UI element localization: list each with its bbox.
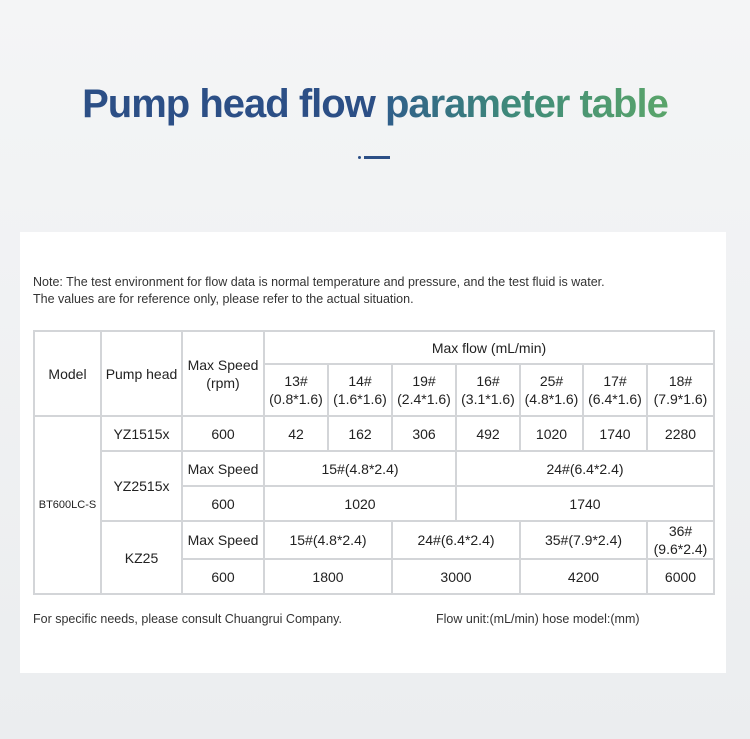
table-row-yz1515x bbox=[34, 416, 714, 451]
hose-num: 13# bbox=[284, 373, 308, 389]
flow-cell: 1740 bbox=[583, 416, 647, 451]
footer-consult-note: For specific needs, please consult Chuangrui Company. bbox=[33, 612, 342, 626]
header-max-flow: Max flow (mL/min) bbox=[264, 331, 714, 364]
hose-header bbox=[328, 364, 392, 416]
note-line-2: The values are for reference only, please refer to the actual situation. bbox=[33, 292, 414, 306]
header-model: Model bbox=[34, 331, 101, 416]
hose-num: 16# bbox=[476, 373, 500, 389]
hose-header bbox=[583, 364, 647, 416]
hose-kz25: 36#(9.6*2.4) bbox=[647, 521, 714, 559]
page-title bbox=[0, 82, 750, 127]
speed-yz1515x: 600 bbox=[182, 416, 264, 451]
flow-cell: 2280 bbox=[647, 416, 714, 451]
hose-size: (6.4*1.6) bbox=[588, 391, 642, 407]
hose-size: (1.6*1.6) bbox=[333, 391, 387, 407]
header-max-speed-unit: (rpm) bbox=[206, 374, 240, 391]
flow-yz2515x-b: 1740 bbox=[456, 486, 714, 521]
model-cell: BT600LC-S bbox=[34, 416, 101, 594]
hose-header bbox=[392, 364, 456, 416]
header-row-1 bbox=[34, 331, 714, 364]
footer-units-note: Flow unit:(mL/min) hose model:(mm) bbox=[436, 612, 640, 626]
hose-header bbox=[456, 364, 520, 416]
title-mark-bar bbox=[364, 156, 390, 159]
hose-num: 14# bbox=[348, 373, 372, 389]
title-part-1: Pump head flow bbox=[82, 82, 375, 126]
table-row-yz2515x-hoses bbox=[34, 451, 714, 486]
hose-header bbox=[264, 364, 328, 416]
pump-head-yz1515x: YZ1515x bbox=[101, 416, 182, 451]
speed-label-yz2515x: Max Speed bbox=[182, 451, 264, 486]
flow-cell: 42 bbox=[264, 416, 328, 451]
flow-kz25: 4200 bbox=[520, 559, 647, 594]
hose-num: 19# bbox=[412, 373, 436, 389]
flow-cell: 162 bbox=[328, 416, 392, 451]
header-pump-head: Pump head bbox=[101, 331, 182, 416]
hose-header bbox=[647, 364, 714, 416]
hose-yz2515x-b: 24#(6.4*2.4) bbox=[456, 451, 714, 486]
flow-kz25: 6000 bbox=[647, 559, 714, 594]
hose-kz25: 15#(4.8*2.4) bbox=[264, 521, 392, 559]
flow-kz25: 1800 bbox=[264, 559, 392, 594]
hose-size: (4.8*1.6) bbox=[524, 391, 579, 407]
table-row-kz25-hoses bbox=[34, 521, 714, 559]
pump-head-kz25: KZ25 bbox=[101, 521, 182, 594]
flow-kz25: 3000 bbox=[392, 559, 520, 594]
speed-yz2515x: 600 bbox=[182, 486, 264, 521]
hose-header bbox=[520, 364, 583, 416]
hose-kz25: 24#(6.4*2.4) bbox=[392, 521, 520, 559]
hose-size: (2.4*1.6) bbox=[397, 391, 451, 407]
hose-size: (7.9*1.6) bbox=[653, 391, 708, 407]
note-text bbox=[33, 274, 713, 308]
speed-kz25: 600 bbox=[182, 559, 264, 594]
table-card bbox=[20, 232, 726, 673]
pump-head-yz2515x: YZ2515x bbox=[101, 451, 182, 521]
hose-size: (3.1*1.6) bbox=[461, 391, 515, 407]
parameter-table bbox=[33, 330, 715, 595]
title-underline-mark bbox=[358, 156, 390, 159]
hose-kz25: 35#(7.9*2.4) bbox=[520, 521, 647, 559]
flow-cell: 492 bbox=[456, 416, 520, 451]
hose-num: 17# bbox=[603, 373, 627, 389]
hose-yz2515x-a: 15#(4.8*2.4) bbox=[264, 451, 456, 486]
hose-num: 18# bbox=[668, 373, 693, 389]
title-mark-dot bbox=[358, 156, 361, 159]
title-part-2: parameter table bbox=[384, 82, 668, 126]
flow-cell: 1020 bbox=[520, 416, 583, 451]
flow-cell: 306 bbox=[392, 416, 456, 451]
note-line-1: Note: The test environment for flow data is normal temperature and pressure, and the test fluid is water. bbox=[33, 275, 605, 289]
header-max-speed bbox=[182, 331, 264, 416]
header-max-speed-label: Max Speed bbox=[187, 356, 259, 373]
hose-size: (0.8*1.6) bbox=[269, 391, 323, 407]
flow-yz2515x-a: 1020 bbox=[264, 486, 456, 521]
speed-label-kz25: Max Speed bbox=[182, 521, 264, 559]
hose-num: 25# bbox=[539, 373, 564, 389]
